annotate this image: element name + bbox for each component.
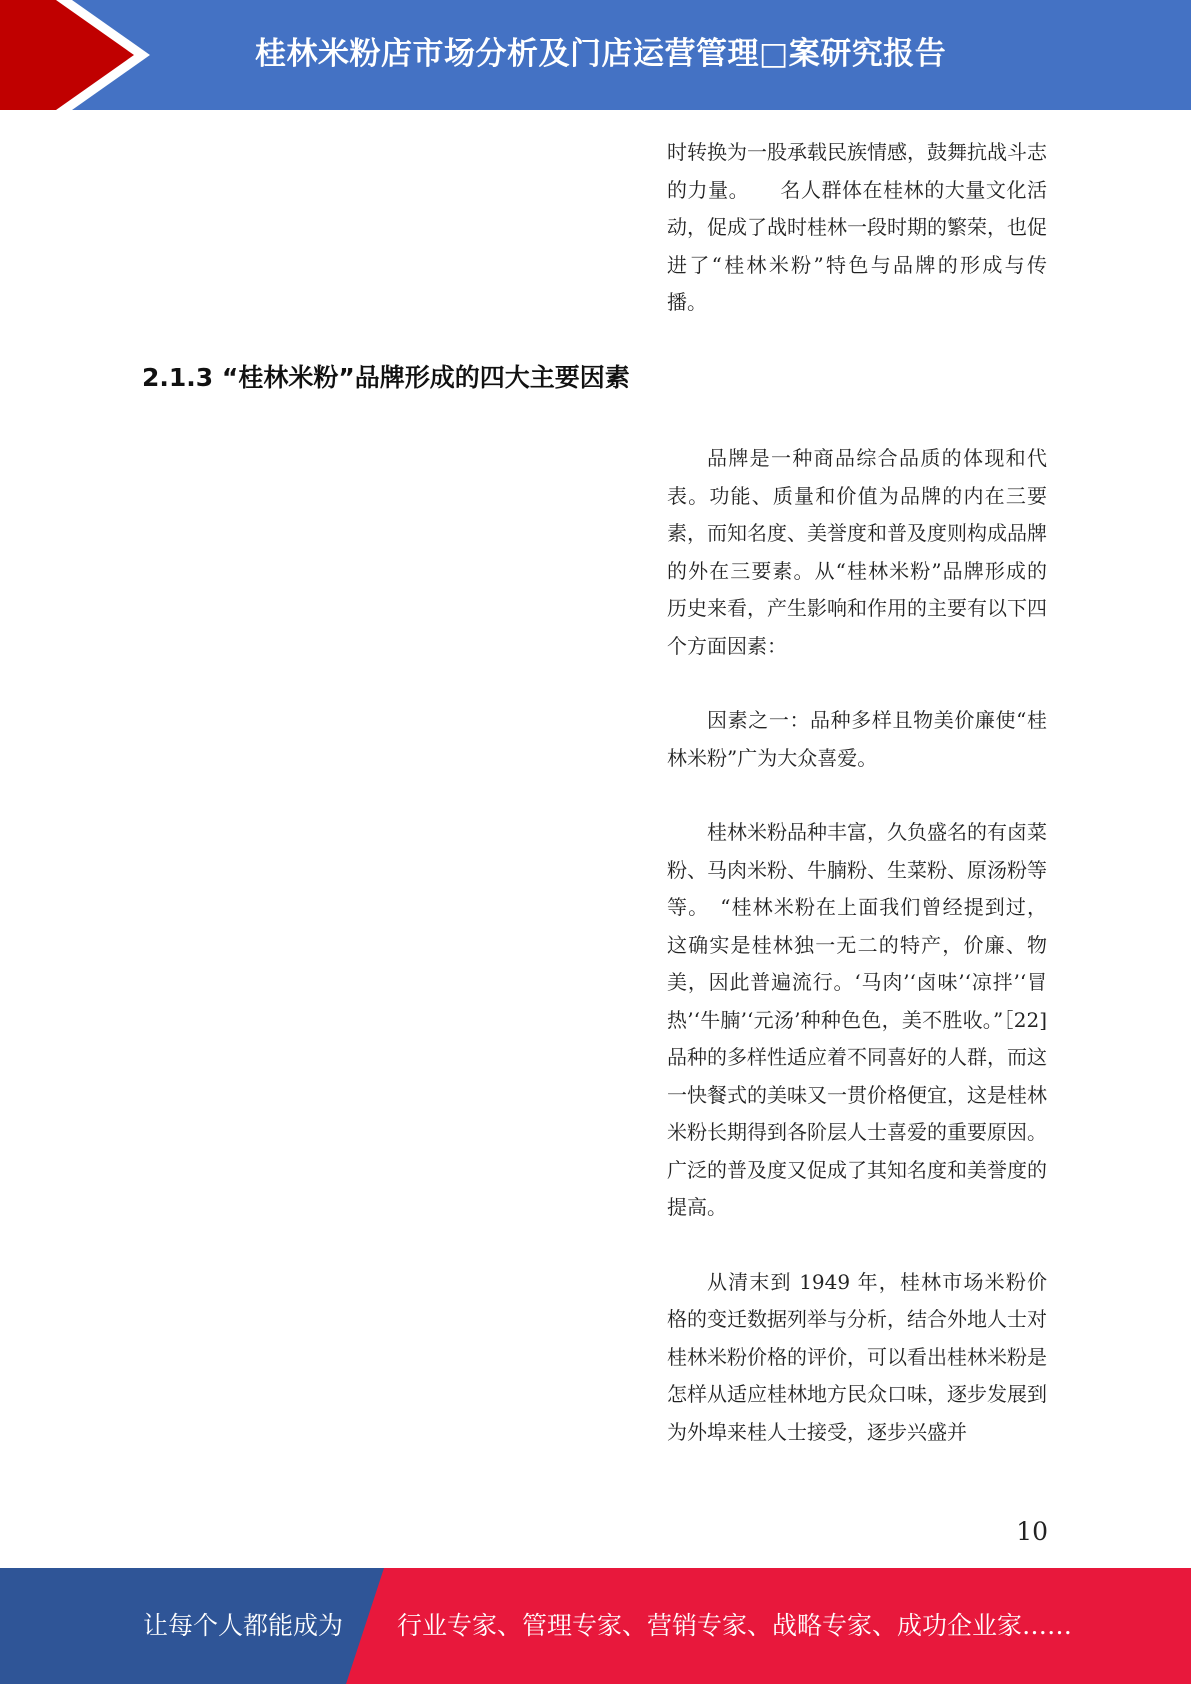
page-number: 10: [1016, 1517, 1048, 1546]
header-arrow-decoration: [0, 0, 160, 110]
paragraph-factor-one: 因素之一：品种多样且物美价廉使“桂林米粉”广为大众喜爱。: [667, 708, 1047, 770]
paragraph-variety: 桂林米粉品种丰富，久负盛名的有卤菜粉、马肉米粉、牛腩粉、生菜粉、原汤粉等等。 “桂林米粉在上面我们曾经提到过，这确实是桂林独一无二的特产，价廉、物美，因此普遍流行。‘马肉’‘卤味’‘凉拌’‘冒热’‘牛腩’‘元汤’种种色色，美不胜收。”［22]品种的多样性适应着不同喜好的人群，而这一快餐式的美味又一贯价格便宜，这是桂林米粉长期得到各阶层人士喜爱的重要原因。广泛的普及度又促成了其知名度和美誉度的提高。: [667, 820, 1047, 1219]
document-title: 桂林米粉店市场分析及门店运营管理□案研究报告: [255, 36, 947, 72]
paragraph-price-history: 从清末到 1949 年，桂林市场米粉价格的变迁数据列举与分析，结合外地人士对桂林米粉价格的评价，可以看出桂林米粉是怎样从适应桂林地方民众口味，逐步发展到为外埠来桂人士接受，逐步兴盛并: [667, 1269, 1047, 1444]
footer-slogan-right: 行业专家、管理专家、营销专家、战略专家、成功企业家……: [397, 1611, 1073, 1640]
footer-slogan-left: 让每个人都能成为: [143, 1611, 344, 1640]
section-heading: 2.1.3 “桂林米粉”品牌形成的四大主要因素: [142, 363, 630, 392]
page-footer: [0, 1568, 1191, 1684]
page-header: [0, 0, 1191, 110]
intro-paragraph: 时转换为一股承载民族情感，鼓舞抗战斗志的力量。 名人群体在桂林的大量文化活动，促成了战时桂林一段时期的繁荣，也促进了“桂林米粉”特色与品牌的形成与传播。: [667, 140, 1047, 314]
body-text-block: [667, 440, 1047, 1451]
intro-text-block: [667, 134, 1047, 322]
paragraph-brand-definition: 品牌是一种商品综合品质的体现和代表。功能、质量和价值为品牌的内在三要素，而知名度、美誉度和普及度则构成品牌的外在三要素。从“桂林米粉”品牌形成的历史来看，产生影响和作用的主要有以下四个方面因素：: [667, 446, 1047, 658]
